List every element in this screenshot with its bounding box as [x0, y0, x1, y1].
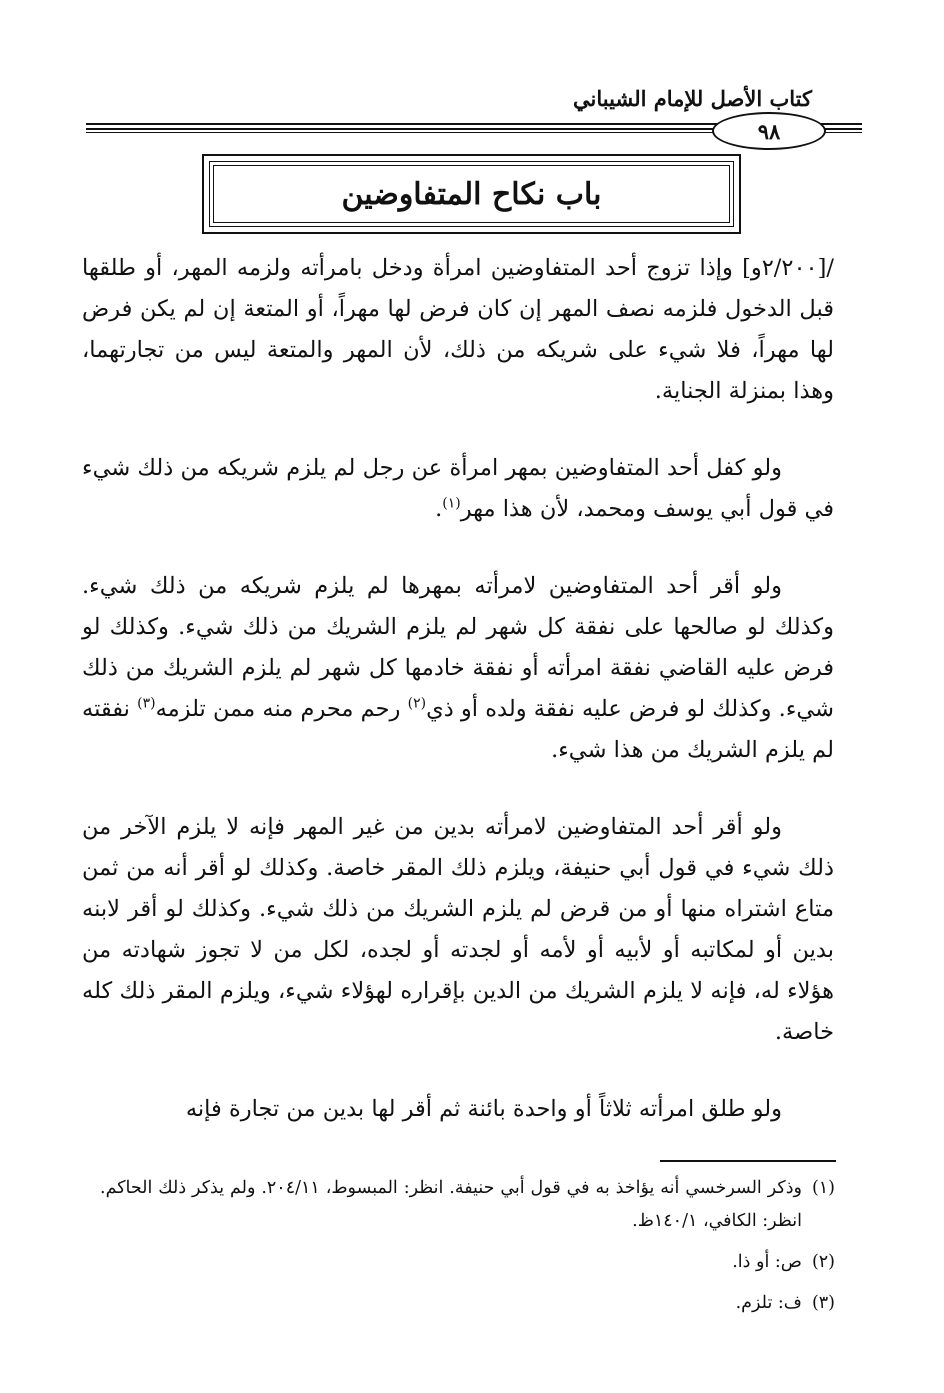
paragraph-text: ولو أقر أحد المتفاوضين لامرأته بدين من غير المهر فإنه لا يلزم الآخر من ذلك شيء في قول أبي حنيفة، ويلزم ذلك المقر خاصة. وكذلك لو أقر أنه من ثمن متاع اشتراه منها أو من قرض لم يلزم الشريك من ذلك شيء. وكذلك لو أقر لابنه بدين أو لمكاتبه أو لأبيه أو لأمه أو لجدته أو لجده، لكل من لا تجوز شهادته من هؤلاء له، فإنه لا يلزم الشريك من الدين بإقراره لهؤلاء شيء، ويلزم المقر ذلك كله خاصة. — [82, 814, 834, 1045]
footnote-number: (٣) — [811, 1293, 835, 1313]
paragraph-text: ولو طلق امرأته ثلاثاً أو واحدة بائنة ثم أقر لها بدين من تجارة فإنه — [185, 1096, 782, 1122]
footnote-number: (٢) — [811, 1252, 835, 1272]
footnote — [100, 1172, 835, 1238]
paragraph-text: /[٢/٢٠٠و] وإذا تزوج أحد المتفاوضين امرأة ودخل بامرأته ولزمه المهر، أو طلقها قبل الدخول فلزمه نصف المهر إن كان فرض لها مهراً، أو المتعة إن لم يكن فرض لها مهراً، فلا شيء على شريكه من ذلك، لأن المهر والمتعة ليس من تجارتهما، وهذا بمنزلة الجناية. — [82, 255, 834, 404]
chapter-title-frame — [202, 154, 741, 234]
footnote-number: (١) — [811, 1178, 835, 1198]
footnotes — [100, 1172, 835, 1328]
footnote — [100, 1246, 835, 1279]
footnote — [100, 1287, 835, 1320]
frame-border — [209, 161, 734, 227]
paragraph-text: ولو أقر أحد المتفاوضين لامرأته بمهرها لم يلزم شريكه من ذلك شيء. وكذلك لو صالحها على نفقة كل شهر لم يلزم الشريك من ذلك شيء. وكذلك لو فرض عليه القاضي نفقة امرأته أو نفقة خادمها كل شهر لم يلزم الشريك من ذلك شيء. وكذلك لو فرض عليه نفقة ولده أو ذي — [82, 573, 835, 722]
main-text — [82, 248, 834, 1166]
page-number-badge — [712, 112, 826, 150]
footnote-separator — [660, 1160, 836, 1162]
paragraph-text: رحم محرم منه ممن تلزمه — [155, 696, 408, 722]
footnote-ref[interactable]: (١) — [442, 495, 461, 512]
footnote-text: ص: أو ذا. — [732, 1252, 802, 1272]
running-title: كتاب الأصل للإمام الشيباني — [573, 86, 812, 111]
paragraph-text: نفقته لم يلزم الشريك من هذا شيء. — [82, 696, 834, 763]
frame-border — [213, 165, 730, 223]
footnote-text: ف: تلزم. — [735, 1293, 802, 1313]
footnote-text: وذكر السرخسي أنه يؤاخذ به في قول أبي حنيفة. انظر: المبسوط، ٢٠٤/١١. ولم يذكر ذلك الحاكم. انظر: الكافي، ١٤٠/١ظ. — [100, 1178, 802, 1231]
footnote-ref[interactable]: (٣) — [137, 695, 156, 712]
chapter-title: باب نكاح المتفاوضين — [341, 176, 602, 212]
paragraph-text: . — [435, 496, 443, 522]
footnote-ref[interactable]: (٢) — [407, 695, 427, 712]
paragraph — [82, 1089, 834, 1130]
paragraph — [82, 448, 834, 530]
page-number: ٩٨ — [757, 118, 781, 144]
paragraph — [82, 248, 834, 412]
paragraph-text: ولو كفل أحد المتفاوضين بمهر امرأة عن رجل لم يلزم شريكه من ذلك شيء في قول أبي يوسف ومحمد، لأن هذا مهر — [82, 455, 834, 522]
paragraph — [82, 807, 834, 1053]
paragraph — [82, 566, 834, 771]
